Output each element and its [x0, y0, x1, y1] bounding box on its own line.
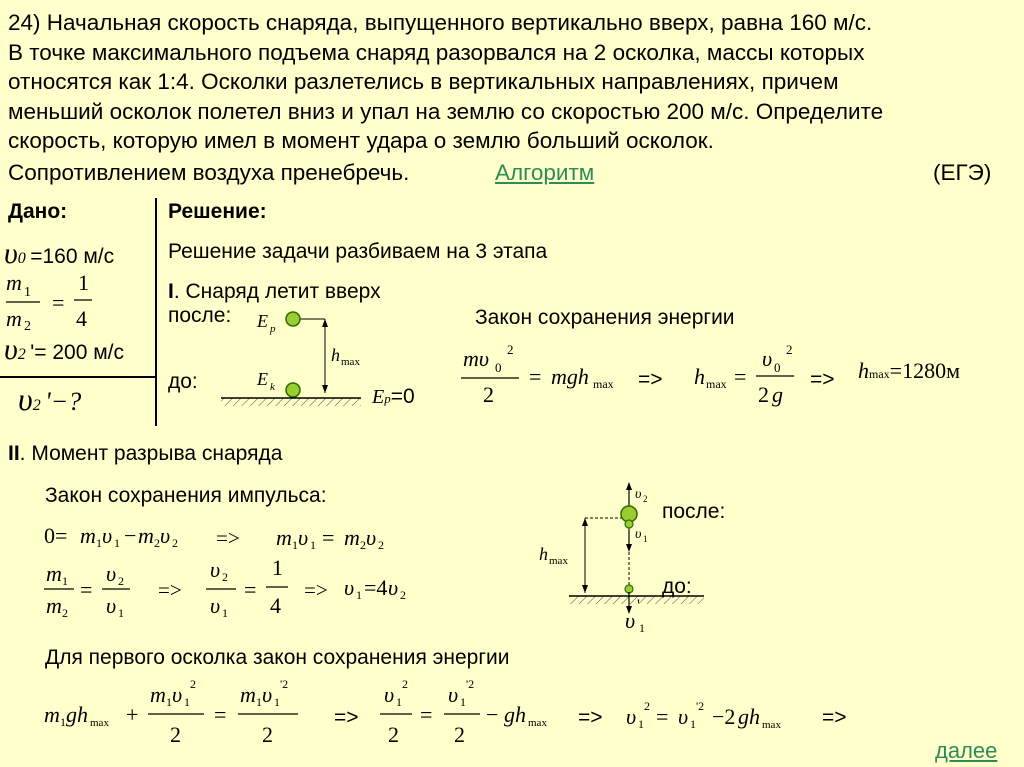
problem-last-line: Сопротивлением воздуха пренебречь.	[8, 160, 410, 185]
energy-law-2: Для первого осколка закон сохранения энергии	[45, 646, 510, 669]
arrow-1: =>	[638, 368, 663, 391]
svg-text:υ: υ	[626, 704, 637, 729]
svg-text:m: m	[6, 270, 22, 295]
arrow-4: =>	[578, 706, 603, 729]
svg-text:4: 4	[270, 593, 281, 618]
svg-text:=: =	[529, 364, 542, 389]
svg-text:υ: υ	[106, 593, 117, 618]
svg-text:2: 2	[154, 536, 160, 550]
svg-text:m: m	[6, 306, 22, 331]
small-fragment	[625, 520, 633, 528]
svg-text:gh: gh	[738, 704, 760, 729]
svg-text:2: 2	[262, 722, 273, 747]
ground-hatch	[221, 398, 361, 406]
svg-text:1: 1	[184, 695, 190, 709]
svg-text:1: 1	[690, 717, 696, 731]
given-divider	[155, 198, 157, 426]
h-result-value: =1280м	[889, 358, 961, 383]
svg-text:υ: υ	[762, 346, 773, 371]
v2-given: υ2 '= 200 м/с	[4, 333, 124, 366]
svg-text:=>: =>	[216, 526, 240, 550]
svg-text:υ: υ	[262, 682, 273, 707]
unknown-quantity: υ2 '−?	[18, 381, 82, 417]
energy-equation-4	[622, 690, 812, 740]
stage1-title: . Снаряд летит вверх	[173, 280, 381, 303]
svg-text:υ: υ	[102, 523, 113, 548]
stage1-before-label: до:	[168, 370, 198, 393]
energy-equation-2	[40, 672, 330, 752]
svg-text:1: 1	[114, 536, 120, 550]
stage1-heading	[168, 280, 381, 304]
svg-text:E: E	[257, 311, 268, 331]
svg-text:2: 2	[758, 382, 769, 407]
svg-text:max: max	[549, 555, 568, 567]
stage1-diagram	[215, 305, 375, 410]
svg-text:1: 1	[310, 538, 316, 552]
svg-text:=: =	[656, 704, 669, 729]
svg-text:υ: υ	[344, 575, 355, 600]
v0-given: υ0 =160 м/с	[4, 237, 115, 270]
svg-text:max: max	[762, 719, 781, 731]
v0-value: =160 м/с	[30, 245, 115, 268]
problem-line: скорость, которую имел в момент удара о землю больший осколок.	[8, 128, 714, 153]
svg-text:2: 2	[62, 606, 68, 620]
svg-text:=: =	[322, 525, 335, 550]
svg-text:υ: υ	[448, 682, 459, 707]
problem-line: относятся как 1:4. Осколки разлетелись в вертикальных направлениях, причем	[8, 69, 839, 94]
svg-text:2: 2	[360, 538, 366, 552]
h-formula	[690, 338, 805, 408]
svg-text:max: max	[593, 377, 614, 391]
svg-text:mgh: mgh	[551, 364, 589, 389]
stage2-number: II	[8, 442, 20, 465]
svg-text:=4: =4	[364, 575, 388, 600]
svg-text:2: 2	[507, 342, 514, 357]
svg-text:2: 2	[190, 677, 196, 691]
svg-text:max: max	[528, 717, 547, 729]
svg-text:2: 2	[170, 722, 181, 747]
svg-text:2: 2	[400, 588, 406, 602]
svg-text:=: =	[420, 702, 433, 727]
svg-text:2: 2	[402, 677, 408, 691]
svg-text:1: 1	[222, 606, 228, 620]
svg-text:m: m	[344, 525, 360, 550]
svg-text:h: h	[694, 364, 705, 389]
svg-text:1: 1	[274, 695, 280, 709]
svg-text:1: 1	[24, 285, 31, 300]
svg-text:m: m	[44, 702, 60, 727]
problem-line: меньший осколок полетел вниз и упал на землю со скоростью 200 м/с. Определите	[8, 98, 884, 124]
svg-text:2: 2	[454, 722, 465, 747]
svg-text:1: 1	[272, 555, 283, 580]
svg-text:1: 1	[643, 534, 648, 544]
momentum-equations	[40, 515, 420, 625]
fragment-at-ground	[625, 585, 633, 593]
ep-zero-value: =0	[390, 385, 415, 408]
svg-text:1: 1	[256, 695, 262, 709]
svg-text:0: 0	[495, 360, 502, 375]
svg-text:1: 1	[460, 695, 466, 709]
energy-equation-3	[376, 672, 566, 752]
stage2-after-label: после:	[662, 500, 726, 523]
svg-text:υ: υ	[172, 682, 183, 707]
svg-text:m: m	[80, 523, 96, 548]
svg-text:2: 2	[786, 342, 793, 357]
svg-text:1: 1	[292, 538, 298, 552]
svg-text:=: =	[734, 364, 747, 389]
ep-zero: Ep=0	[372, 385, 415, 408]
svg-text:υ: υ	[210, 593, 221, 618]
svg-text:gh: gh	[66, 702, 88, 727]
given-header: Дано:	[8, 200, 68, 223]
svg-text:υ: υ	[625, 608, 636, 633]
svg-text:m: m	[150, 682, 166, 707]
svg-text:2: 2	[643, 494, 648, 504]
mass-ratio-given	[4, 268, 104, 332]
svg-text:2: 2	[222, 570, 228, 584]
svg-text:=: =	[52, 290, 65, 315]
arrow-5: =>	[822, 706, 847, 729]
svg-text:1: 1	[78, 270, 89, 295]
svg-text:'2: '2	[696, 699, 705, 713]
stage1-number: I	[168, 280, 174, 303]
svg-text:1: 1	[639, 621, 645, 633]
svg-text:'2: '2	[466, 677, 475, 691]
unknown-divider	[0, 376, 156, 378]
h-result: hmax=1280м	[858, 358, 961, 383]
svg-text:=: =	[80, 577, 93, 602]
svg-text:1: 1	[396, 695, 402, 709]
svg-text:2: 2	[378, 538, 384, 552]
svg-text:2: 2	[118, 574, 124, 588]
svg-text:υ: υ	[366, 525, 377, 550]
svg-text:m: m	[276, 525, 292, 550]
exam-tag: (ЕГЭ)	[933, 160, 992, 185]
svg-text:υ: υ	[298, 525, 309, 550]
energy-equation-1	[455, 338, 640, 408]
energy-law-1: Закон сохранения энергии	[475, 306, 735, 329]
svg-text:+: +	[126, 702, 139, 727]
problem-line: В точке максимального подъема снаряд разорвался на 2 осколка, массы которых	[8, 39, 865, 65]
svg-text:2: 2	[388, 722, 399, 747]
svg-text:υ: υ	[388, 575, 399, 600]
svg-text:k: k	[270, 381, 275, 393]
arrow-3: =>	[334, 706, 359, 729]
next-link[interactable]: далее	[935, 738, 998, 763]
svg-text:0: 0	[774, 360, 781, 375]
ball-bottom	[286, 383, 300, 397]
svg-text:max: max	[341, 356, 360, 368]
algorithm-link[interactable]: Алгоритм	[495, 160, 595, 185]
svg-text:2: 2	[483, 382, 494, 407]
stage2-title: . Момент разрыва снаряда	[19, 442, 283, 465]
v2-value: '= 200 м/с	[30, 341, 124, 364]
svg-text:υ: υ	[635, 527, 642, 542]
svg-text:−: −	[124, 523, 137, 548]
stage2-heading	[8, 442, 282, 466]
svg-text:1: 1	[638, 717, 644, 731]
svg-text:−: −	[486, 702, 499, 727]
svg-text:1: 1	[166, 695, 172, 709]
svg-text:m: m	[46, 593, 62, 618]
svg-text:=>: =>	[158, 578, 182, 602]
svg-text:'2: '2	[280, 677, 289, 691]
svg-text:2: 2	[24, 319, 31, 332]
svg-text:υ: υ	[210, 557, 221, 582]
svg-text:1: 1	[62, 574, 68, 588]
svg-text:=>: =>	[304, 578, 328, 602]
svg-text:2: 2	[172, 536, 178, 550]
svg-text:m: m	[138, 523, 154, 548]
svg-text:=: =	[214, 702, 227, 727]
stage1-after-label: после:	[168, 304, 232, 327]
momentum-law: Закон сохранения импульса:	[45, 484, 327, 507]
svg-text:max: max	[706, 377, 727, 391]
svg-text:υ: υ	[384, 682, 395, 707]
problem-statement	[8, 8, 1018, 156]
svg-text:E: E	[257, 369, 268, 389]
svg-text:': '	[637, 597, 640, 614]
svg-text:h: h	[331, 345, 340, 365]
svg-text:m: m	[240, 682, 256, 707]
svg-text:mυ: mυ	[463, 346, 489, 371]
svg-text:=: =	[244, 577, 257, 602]
svg-text:υ: υ	[678, 704, 689, 729]
svg-text:h: h	[539, 544, 548, 564]
svg-text:1: 1	[60, 715, 66, 729]
svg-text:m: m	[46, 561, 62, 586]
svg-text:1: 1	[356, 588, 362, 602]
solution-header: Решение:	[168, 200, 267, 223]
svg-text:1: 1	[118, 606, 124, 620]
problem-line: 24) Начальная скорость снаряда, выпущенного вертикально вверх, равна 160 м/с.	[8, 10, 873, 35]
stage2-before-label: до:	[662, 575, 692, 598]
svg-text:υ: υ	[160, 523, 171, 548]
svg-text:g: g	[772, 382, 783, 407]
svg-text:p: p	[270, 323, 276, 335]
svg-text:υ: υ	[635, 487, 642, 502]
svg-text:2: 2	[644, 699, 650, 713]
arrow-2: =>	[810, 368, 835, 391]
svg-text:gh: gh	[504, 702, 526, 727]
ball-top	[286, 312, 300, 326]
solution-intro: Решение задачи разбиваем на 3 этапа	[168, 240, 548, 263]
unknown-mark: '−?	[45, 387, 82, 416]
svg-text:−2: −2	[712, 704, 736, 729]
svg-text:4: 4	[76, 306, 87, 331]
svg-text:0=: 0=	[44, 523, 68, 548]
svg-text:max: max	[90, 717, 109, 729]
svg-text:υ: υ	[106, 561, 117, 586]
svg-text:1: 1	[96, 536, 102, 550]
